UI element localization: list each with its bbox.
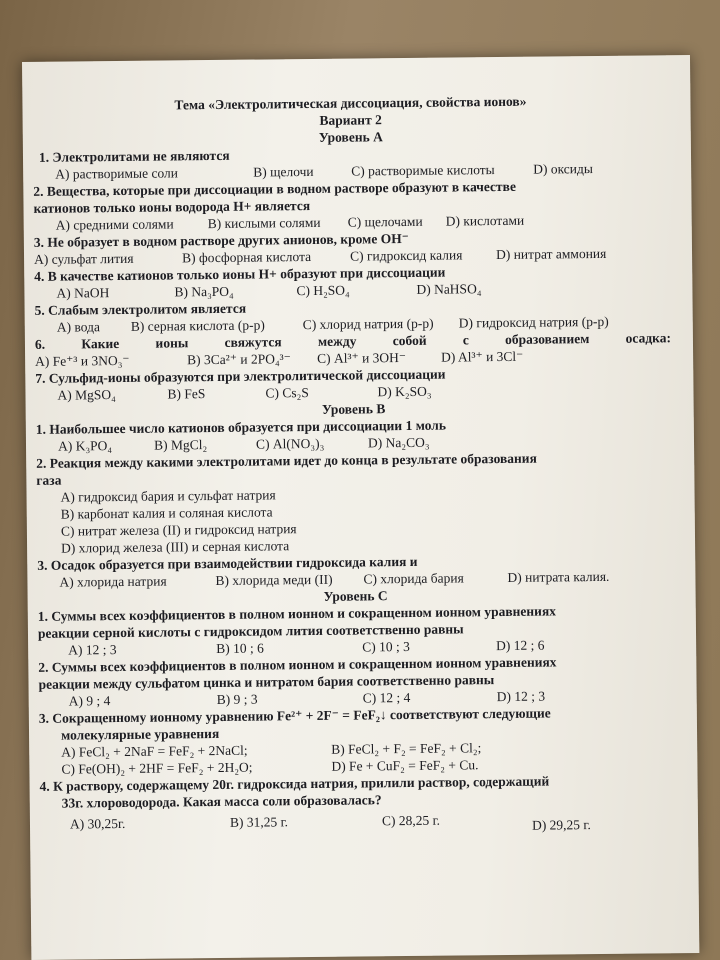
option-c3-a: А) FeCl₂ + 2NaF = FeF₂ + 2NaCl; [61,742,248,760]
option-c3-b: В) FeCl₂ + F₂ = FeF₂ + Cl₂; [331,740,482,757]
level-b-heading: Уровень В [321,401,386,417]
option-a2-c: С) щелочами [347,213,423,230]
option-c4-d: D) 29,25 г. [531,817,591,833]
option-a6-a: А) Fe⁺³ и 3NO₃⁻ [35,352,130,369]
option-a7-a: А) MgSO₄ [57,387,116,403]
worksheet-title: Тема «Электролитическая диссоциация, свойства ионов» [174,93,527,113]
option-b1-d: D) Na₂CO₃ [367,434,430,451]
question-b2-line2: газа [36,472,62,488]
option-a7-d: D) K₂SO₃ [377,383,432,400]
option-a4-b: В) Na₃PO₄ [174,283,234,300]
option-b1-b: В) MgCl₂ [153,437,208,453]
worksheet-paper [22,55,699,960]
option-a6-b: В) 3Ca²⁺ и 2PO₄³⁻ [187,351,291,368]
option-a4-a: А) NaOH [56,285,110,301]
question-c4-line1: 4. К раствору, содержащему 20г. гидроксида натрия, прилили раствор, содержащий [39,773,550,794]
question-a3: 3. Не образует в водном растворе других анионов, кроме ОН⁻ [33,230,409,250]
option-a6-c: С) Al³⁺ и 3OH⁻ [317,349,407,366]
variant-label: Вариант 2 [319,112,382,128]
question-b3: 3. Осадок образуется при взаимодействии гидроксида калия и [37,553,418,573]
question-b2-line1: 2. Реакция между какими электролитами идет до конца в результате образования [36,450,537,471]
question-c2-line2: реакции между сульфатом цинка и нитратом бария соответственно равны [38,672,495,692]
option-a4-d: D) NaHSO₄ [416,281,482,297]
question-c1-line1: 1. Суммы всех коэффициентов в полном ионном и сокращенном ионном уравнениях [37,603,557,624]
option-c4-c: С) 28,25 г. [381,812,441,829]
option-a2-b: В) кислыми солями [207,214,321,232]
option-a3-d: D) нитрат аммония [495,245,607,263]
option-c2-a: А) 9 ; 4 [68,693,111,709]
question-c1-line2: реакции серной кислоты с гидроксидом лития соответственно равны [37,621,464,641]
question-a5: 5. Слабым электролитом является [34,300,247,318]
option-c1-d: D) 12 ; 6 [496,637,545,654]
option-a5-a: А) вода [56,319,100,335]
option-b2-c: С) нитрат железа (II) и гидроксид натрия [60,521,297,539]
option-c1-c: С) 10 ; 3 [362,638,410,655]
option-c1-b: В) 10 ; 6 [216,640,264,656]
option-a1-a: А) растворимые соли [55,165,179,182]
option-b3-b: В) хлорида меди (II) [215,571,333,589]
option-c3-c: С) Fe(OH)₂ + 2HF = FeF₂ + 2H₂O; [61,759,253,777]
option-a1-b: В) щелочи [253,163,314,180]
option-a1-c: С) растворимые кислоты [351,162,495,179]
option-a5-c: С) хлорид натрия (р-р) [302,315,434,333]
option-c4-a: А) 30,25г. [69,815,126,832]
option-a7-c: С) Cs₂S [265,385,309,401]
worksheet-content [32,91,676,839]
option-b2-d: D) хлорид железа (III) и серная кислота [61,538,290,556]
option-a6-d: D) Al³⁺ и 3Cl⁻ [441,348,524,365]
option-b3-d: D) нитрата калия. [507,568,610,585]
option-a4-c: С) H₂SO₄ [296,282,350,299]
option-a5-d: D) гидроксид натрия (р-р) [458,313,609,331]
option-a7-b: В) FeS [167,386,206,402]
question-a7: 7. Сульфид-ионы образуются при электролитической диссоциации [35,366,446,386]
option-a3-c: С) гидроксид калия [349,247,463,264]
question-a2-line2: катионов только ионы водорода Н+ является [33,197,311,216]
question-c4-line2: 33г. хлороводорода. Какая масса соли образовалась? [61,792,382,811]
option-c2-b: В) 9 ; 3 [216,691,258,707]
option-b1-a: А) K₃PO₄ [57,438,113,454]
option-b1-c: С) Al(NO₃)₃ [255,435,325,452]
option-c1-a: А) 12 ; 3 [68,642,117,658]
option-c2-d: D) 12 ; 3 [496,688,546,705]
question-b1: 1. Наибольшее число катионов образуется при диссоциации 1 моль [35,417,447,437]
option-b2-a: А) гидроксид бария и сульфат натрия [60,487,276,505]
question-c3-line1: 3. Сокращенному ионному уравнению Fe²⁺ + 2F⁻ = FeF₂↓ соответствуют следующие [38,705,551,726]
option-a2-a: А) средними солями [55,216,174,233]
question-a6: 6. Какие ионы свяжутся между собой с образованием осадка: [34,330,672,352]
question-a2-line1: 2. Вещества, которые при диссоциации в водном растворе образуют в качестве [33,178,516,199]
level-c-heading: Уровень С [323,588,388,604]
option-a5-b: В) серная кислота (р-р) [130,317,265,334]
option-a3-b: В) фосфорная кислота [181,248,312,266]
option-b3-a: А) хлорида натрия [59,573,167,590]
option-b3-c: С) хлорида бария [363,570,464,587]
option-b2-b: В) карбонат калия и соляная кислота [60,504,273,522]
option-c2-c: С) 12 ; 4 [362,689,411,706]
option-a3-a: А) сульфат лития [33,250,134,267]
question-a4: 4. В качестве катионов только ионы Н+ образуют при диссоциации [34,264,446,284]
question-a1: 1. Электролитами не являются [38,147,230,165]
question-c2-line1: 2. Суммы всех коэффициентов в полном ионном и сокращенном ионном уравнениях [38,654,557,675]
option-c3-d: D) Fe + CuF₂ = FeF₂ + Cu. [331,757,479,774]
option-a2-d: D) кислотами [445,212,525,229]
option-a1-d: D) оксиды [533,161,593,177]
question-c3-line2: молекулярные уравнения [60,725,220,743]
level-a-heading: Уровень А [318,129,383,145]
option-c4-b: В) 31,25 г. [229,814,289,830]
